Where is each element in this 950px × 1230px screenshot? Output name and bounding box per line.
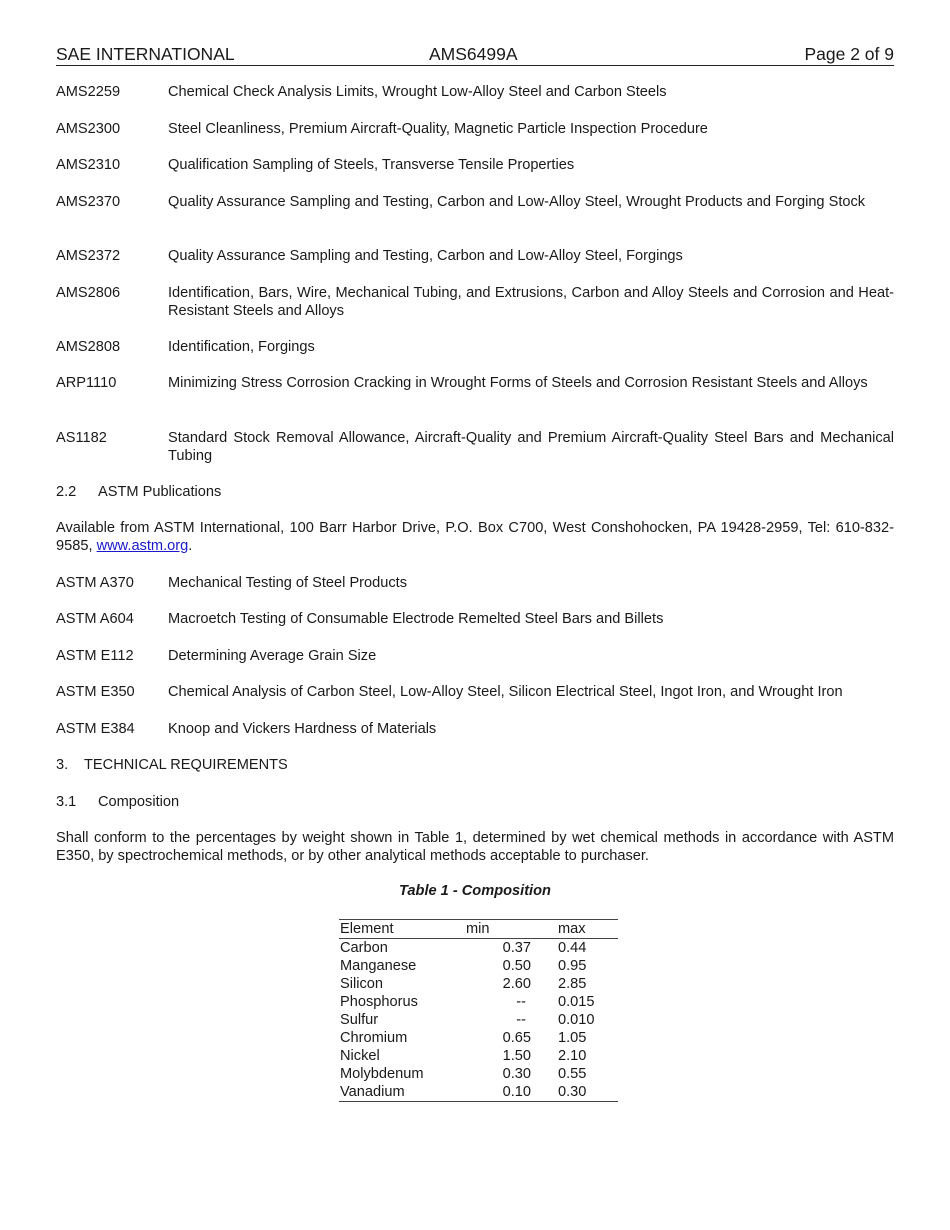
reference-item <box>56 120 894 138</box>
element-cell: Manganese <box>340 958 417 974</box>
column-header-max: max <box>534 920 618 939</box>
max-cell: 0.015 <box>558 994 595 1010</box>
section-heading-3 <box>56 756 894 774</box>
reference-item <box>56 247 894 265</box>
reference-code: AS1182 <box>56 430 107 446</box>
composition-table <box>339 919 618 1102</box>
max-cell: 0.010 <box>558 1012 595 1028</box>
reference-title: Macroetch Testing of Consumable Electrode Remelted Steel Bars and Billets <box>168 611 664 627</box>
section-number: 3.1 <box>56 794 77 810</box>
reference-item <box>56 683 894 701</box>
min-cell: 1.50 <box>502 1048 531 1064</box>
min-cell: 0.37 <box>502 940 531 956</box>
reference-title: Identification, Bars, Wire, Mechanical Tubing, and Extrusions, Carbon and Alloy Steels and Corrosion and Heat-Resistant Steels and Alloys <box>168 285 894 319</box>
reference-code: AMS2372 <box>56 248 121 264</box>
max-cell: 2.10 <box>558 1048 587 1064</box>
table-row <box>339 1083 618 1102</box>
reference-item <box>56 429 894 465</box>
element-cell: Silicon <box>340 976 383 992</box>
section-heading-2-2 <box>56 483 894 501</box>
reference-code: ASTM A604 <box>56 611 134 627</box>
reference-code: ARP1110 <box>56 375 117 391</box>
element-cell: Carbon <box>340 940 388 956</box>
reference-title: Chemical Check Analysis Limits, Wrought Low-Alloy Steel and Carbon Steels <box>168 84 667 100</box>
reference-code: ASTM E350 <box>56 684 135 700</box>
reference-code: AMS2370 <box>56 194 121 210</box>
element-cell: Sulfur <box>340 1012 379 1028</box>
header-organization: SAE INTERNATIONAL <box>56 44 235 64</box>
reference-title: Identification, Forgings <box>168 339 315 355</box>
max-cell: 2.85 <box>558 976 587 992</box>
section-title: TECHNICAL REQUIREMENTS <box>84 757 288 773</box>
reference-title: Quality Assurance Sampling and Testing, Carbon and Low-Alloy Steel, Wrought Products and Forging Stock <box>168 194 866 210</box>
section-title: Composition <box>98 794 180 810</box>
element-cell: Chromium <box>340 1030 408 1046</box>
reference-title: Qualification Sampling of Steels, Transverse Tensile Properties <box>168 157 575 173</box>
min-cell: -- <box>516 1012 526 1028</box>
table-row <box>339 1029 618 1047</box>
min-cell: 0.30 <box>502 1066 531 1082</box>
element-cell: Molybdenum <box>340 1066 424 1082</box>
reference-code: ASTM E112 <box>56 648 134 664</box>
section-title: ASTM Publications <box>98 484 222 500</box>
table-row <box>339 957 618 975</box>
reference-code: AMS2806 <box>56 285 121 301</box>
reference-title: Determining Average Grain Size <box>168 648 377 664</box>
max-cell: 0.30 <box>558 1084 587 1100</box>
header-page-number: Page 2 of 9 <box>804 44 894 64</box>
table-row <box>339 975 618 993</box>
reference-title: Chemical Analysis of Carbon Steel, Low-Alloy Steel, Silicon Electrical Steel, Ingot Iron, and Wrought Iron <box>168 684 843 700</box>
reference-item <box>56 647 894 665</box>
table-row <box>339 1065 618 1083</box>
reference-code: AMS2310 <box>56 157 121 173</box>
availability-end: . <box>188 538 193 554</box>
reference-item <box>56 574 894 592</box>
reference-item <box>56 193 894 211</box>
reference-item <box>56 374 894 392</box>
table-header-row <box>339 920 618 939</box>
table-row <box>339 1047 618 1065</box>
min-cell: 0.10 <box>502 1084 531 1100</box>
reference-title: Quality Assurance Sampling and Testing, Carbon and Low-Alloy Steel, Forgings <box>168 248 683 264</box>
reference-code: ASTM A370 <box>56 575 134 591</box>
reference-item <box>56 83 894 101</box>
reference-code: ASTM E384 <box>56 721 135 737</box>
max-cell: 0.55 <box>558 1066 587 1082</box>
table-caption: Table 1 - Composition <box>399 883 551 899</box>
reference-title: Steel Cleanliness, Premium Aircraft-Quality, Magnetic Particle Inspection Procedure <box>168 121 708 137</box>
reference-item <box>56 720 894 738</box>
composition-paragraph: Shall conform to the percentages by weight shown in Table 1, determined by wet chemical methods in accordance with ASTM E350, by spectrochemical methods, or by other analytical methods acceptable to purchaser. <box>56 830 894 864</box>
section-number: 2.2 <box>56 484 77 500</box>
min-cell: 0.65 <box>502 1030 531 1046</box>
min-cell: 2.60 <box>502 976 531 992</box>
max-cell: 0.95 <box>558 958 587 974</box>
page-header <box>56 44 894 66</box>
reference-item <box>56 338 894 356</box>
table-row <box>339 939 618 958</box>
section-heading-3-1 <box>56 793 894 811</box>
reference-code: AMS2259 <box>56 84 121 100</box>
reference-item <box>56 284 894 320</box>
min-cell: -- <box>516 994 526 1010</box>
max-cell: 1.05 <box>558 1030 587 1046</box>
max-cell: 0.44 <box>558 940 587 956</box>
reference-item <box>56 156 894 174</box>
reference-item <box>56 610 894 628</box>
column-header-min: min <box>456 920 534 939</box>
astm-website-link[interactable]: www.astm.org <box>96 538 189 554</box>
section-number: 3. <box>56 757 69 773</box>
reference-code: AMS2300 <box>56 121 121 137</box>
element-cell: Nickel <box>340 1048 380 1064</box>
element-cell: Phosphorus <box>340 994 418 1010</box>
reference-title: Knoop and Vickers Hardness of Materials <box>168 721 437 737</box>
availability-text: Available from ASTM International, 100 Barr Harbor Drive, P.O. Box C700, West Conshohocken, PA 19428-2959, Tel: 610-832-9585, <box>56 520 894 554</box>
reference-title: Mechanical Testing of Steel Products <box>168 575 408 591</box>
table-row <box>339 1011 618 1029</box>
astm-availability-paragraph <box>56 519 894 555</box>
reference-title: Minimizing Stress Corrosion Cracking in Wrought Forms of Steels and Corrosion Resistant Steels and Alloys <box>168 375 868 391</box>
table-row <box>339 993 618 1011</box>
column-header-element: Element <box>339 920 456 939</box>
header-document-id: AMS6499A <box>429 44 518 64</box>
min-cell: 0.50 <box>502 958 531 974</box>
reference-code: AMS2808 <box>56 339 121 355</box>
reference-title: Standard Stock Removal Allowance, Aircraft-Quality and Premium Aircraft-Quality Steel Bars and Mechanical Tubing <box>168 430 894 464</box>
element-cell: Vanadium <box>340 1084 405 1100</box>
